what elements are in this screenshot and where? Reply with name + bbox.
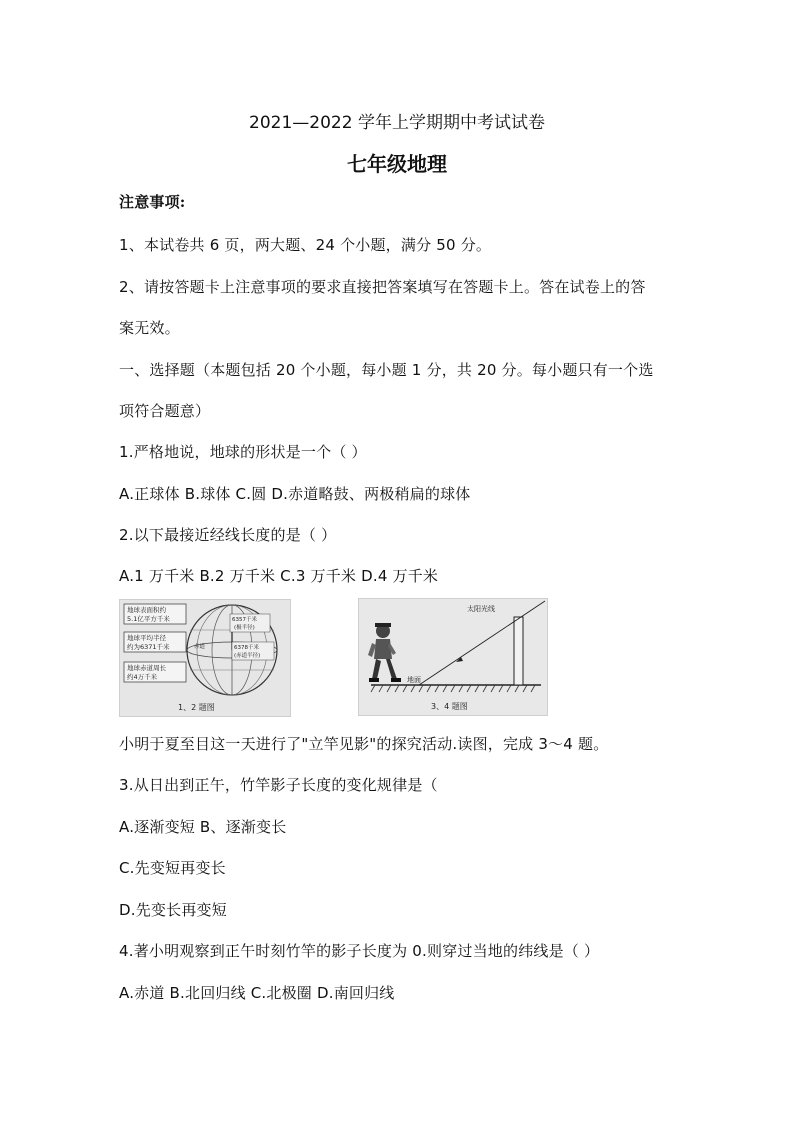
- note-item-1: 1、本试卷共 6 页，两大题、24 个小题，满分 50 分。: [119, 236, 492, 254]
- globe-label-radius-1: 地球平均半径: [127, 634, 166, 642]
- globe-diagram: [120, 600, 290, 716]
- figure1-caption: 1、2 题图: [178, 703, 215, 712]
- q2-stem: 2.以下最接近经线长度的是（ ）: [119, 526, 337, 544]
- globe-label-equator-2: 约4万千米: [127, 673, 158, 681]
- globe-label-area-2: 5.1亿平方千米: [127, 615, 170, 623]
- q3-options-ab: A.逐渐变短 B、逐渐变长: [119, 818, 287, 836]
- globe-label-eq-radius: 6378千米: [234, 645, 259, 651]
- q3-option-d: D.先变长再变短: [119, 901, 227, 919]
- globe-label-polar-radius: 6357千米: [232, 617, 257, 623]
- q4-options: A.赤道 B.北回归线 C.北极圈 D.南回归线: [119, 984, 395, 1002]
- sun-rays-label: 太阳光线: [467, 605, 495, 613]
- figure-pole-shadow: [358, 598, 548, 716]
- q2-options: A.1 万千米 B.2 万千米 C.3 万千米 D.4 万千米: [119, 567, 439, 585]
- section1-intro: 一、选择题（本题包括 20 个小题，每小题 1 分，共 20 分。每小题只有一个选: [119, 361, 654, 379]
- globe-label-equator: 赤道: [194, 644, 206, 650]
- q4-stem: 4.著小明观察到正午时刻竹竿的影子长度为 0.则穿过当地的纬线是（ ）: [119, 942, 600, 960]
- ground-label: 地面: [407, 676, 421, 684]
- globe-label-radius-2: 约为6371千米: [127, 643, 170, 651]
- exam-title: 2021—2022 学年上学期期中考试试卷: [249, 113, 545, 133]
- note-item-2-cont: 案无效。: [119, 319, 180, 337]
- q1-stem: 1.严格地说，地球的形状是一个（ ）: [119, 443, 367, 461]
- intro-q3-q4: 小明于夏至目这一天进行了"立竿见影"的探究活动.读图，完成 3～4 题。: [119, 735, 609, 753]
- globe-label-area-1: 地球表面积约: [127, 606, 166, 614]
- q3-stem: 3.从日出到正午，竹竿影子长度的变化规律是（: [119, 776, 438, 794]
- figure2-caption: 3、4 题图: [431, 702, 468, 711]
- notes-heading: 注意事项:: [119, 193, 186, 211]
- q3-option-c: C.先变短再变长: [119, 859, 226, 877]
- subject-title: 七年级地理: [347, 152, 447, 176]
- globe-label-equator-1: 地球赤道周长: [127, 664, 166, 672]
- section1-intro-cont: 项符合题意）: [119, 402, 211, 420]
- pole-diagram: [359, 599, 547, 715]
- q1-options: A.正球体 B.球体 C.圆 D.赤道略鼓、两极稍扁的球体: [119, 485, 471, 503]
- globe-label-polar-radius-note: (极半径): [234, 625, 255, 631]
- figure-globe: [119, 599, 291, 717]
- note-item-2: 2、请按答题卡上注意事项的要求直接把答案填写在答题卡上。答在试卷上的答: [119, 278, 646, 296]
- globe-label-eq-radius-note: (赤道半径): [234, 653, 261, 659]
